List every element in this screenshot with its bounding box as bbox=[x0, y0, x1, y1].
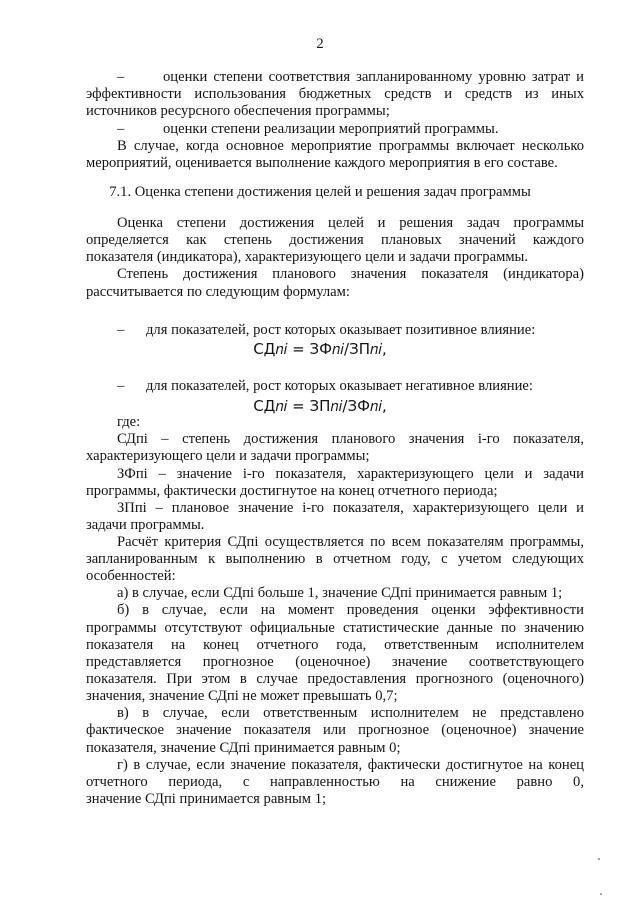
text-line: фактическое значение показателя или прогнозное (оценочное) значение bbox=[86, 722, 584, 738]
list-dash: – bbox=[117, 322, 125, 338]
text-line: где: bbox=[117, 414, 141, 430]
scan-speck bbox=[600, 893, 602, 895]
text-line: Степень достижения планового значения показателя (индикатора) bbox=[117, 266, 584, 282]
text-line: показателя. При этом в случае предоставления прогнозного (оценочного) bbox=[86, 671, 584, 687]
text-line: программы отсутствуют официальные статистические данные по значению bbox=[86, 620, 584, 636]
text-line: определяется как степень достижения плановых значений каждого bbox=[86, 232, 584, 248]
section-heading: 7.1. Оценка степени достижения целей и решения задач программы bbox=[109, 184, 531, 200]
text-line: ЗФпi – значение i-го показателя, характеризующего цели и задачи bbox=[117, 466, 584, 482]
page-number: 2 bbox=[316, 36, 324, 52]
text-line: оценки степени реализации мероприятий программы. bbox=[163, 121, 499, 137]
text-line: а) в случае, если СДпi больше 1, значение СДпi принимается равным 1; bbox=[117, 585, 563, 601]
text-line: отчетного периода, с направленностью на снижение равно 0, bbox=[86, 774, 584, 790]
text-line: источников ресурсного обеспечения программы; bbox=[86, 103, 390, 119]
formula-positive: СД𝑛𝑖 = ЗФ𝑛𝑖/ЗП𝑛𝑖, bbox=[253, 340, 387, 358]
text-line: для показателей, рост которых оказывает негативное влияние: bbox=[146, 378, 533, 394]
text-line: показателя (индикатора), характеризующего цели и задачи программы. bbox=[86, 249, 529, 265]
text-line: В случае, когда основное мероприятие программы включает несколько bbox=[117, 138, 584, 154]
text-line: Оценка степени достижения целей и решения задач программы bbox=[117, 215, 584, 231]
text-line: значение СДпi принимается равным 1; bbox=[86, 791, 327, 807]
text-line: программы, фактически достигнутое на конец отчетного периода; bbox=[86, 483, 498, 499]
text-line: г) в случае, если значение показателя, фактически достигнутое на конец bbox=[117, 757, 584, 773]
formula-negative: СД𝑛𝑖 = ЗП𝑛𝑖/ЗФ𝑛𝑖, bbox=[253, 397, 387, 415]
list-dash: – bbox=[117, 69, 125, 85]
text-line: оценки степени соответствия запланированному уровню затрат и bbox=[163, 69, 584, 85]
text-line: задачи программы. bbox=[86, 517, 205, 533]
text-line: Расчёт критерия СДпi осуществляется по всем показателям программы, bbox=[117, 534, 584, 550]
text-line: особенностей: bbox=[86, 568, 176, 584]
list-dash: – bbox=[117, 121, 125, 137]
text-line: представляется прогнозное (оценочное) значение соответствующего bbox=[86, 654, 584, 670]
text-line: в) в случае, если ответственным исполнителем не представлено bbox=[117, 705, 584, 721]
text-line: СДпi – степень достижения планового значения i-го показателя, bbox=[117, 431, 584, 447]
text-line: характеризующего цели и задачи программы; bbox=[86, 448, 370, 464]
text-line: мероприятий, оценивается выполнение каждого мероприятия в его составе. bbox=[86, 155, 558, 171]
text-line: показателя на конец отчетного года, ответственным исполнителем bbox=[86, 637, 584, 653]
text-line: б) в случае, если на момент проведения оценки эффективности bbox=[117, 602, 584, 618]
text-line: значения, значение СДпi не может превышать 0,7; bbox=[86, 688, 398, 704]
text-line: для показателей, рост которых оказывает позитивное влияние: bbox=[146, 322, 536, 338]
text-line: запланированным к выполнению в отчетном году, с учетом следующих bbox=[86, 551, 584, 567]
text-line: эффективности использования бюджетных средств и средств из иных bbox=[86, 86, 584, 102]
text-line: ЗПпi – плановое значение i-го показателя, характеризующего цели и bbox=[117, 500, 584, 516]
list-dash: – bbox=[117, 378, 125, 394]
text-line: показателя, значение СДпi принимается равным 0; bbox=[86, 740, 401, 756]
scan-speck bbox=[598, 858, 600, 860]
text-line: рассчитывается по следующим формулам: bbox=[86, 284, 350, 300]
